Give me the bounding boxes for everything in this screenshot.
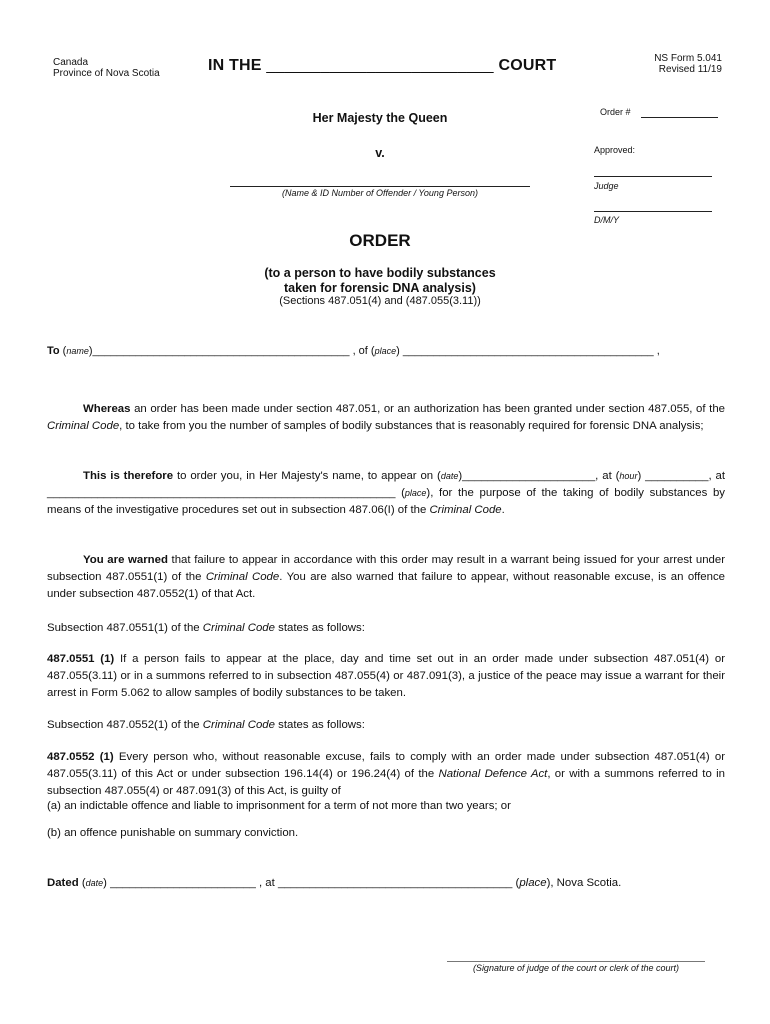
recipient-name-field[interactable]: __________________________________________: [92, 345, 350, 357]
approved-label: Approved:: [594, 145, 636, 155]
whereas-code: Criminal Code: [47, 420, 120, 432]
jurisdiction: [53, 57, 160, 79]
dated-place-label: place: [519, 877, 547, 889]
approval-date-field[interactable]: [594, 211, 712, 212]
versus: v.: [375, 146, 385, 160]
s0552-act: National Defence Act: [438, 768, 548, 780]
signature-caption: (Signature of judge of the court or clerk of the court): [472, 963, 680, 973]
to-label: To: [47, 345, 60, 357]
warned-code: Criminal Code: [205, 571, 280, 583]
therefore-text-1: to order you, in Her Majesty's name, to appear on (: [173, 470, 441, 482]
revised-date: Revised 11/19: [658, 64, 722, 75]
subtitle-line-2: taken for forensic DNA analysis): [284, 281, 476, 295]
date-label: D/M/Y: [594, 215, 620, 225]
to-line: To (name)__________________________________________ , of (place) _________________________________________ ,: [47, 345, 660, 357]
dated-line: Dated (date) _______________________ , at _____________________________________ (place), Nova Scotia.: [47, 877, 622, 889]
crown-party: Her Majesty the Queen: [312, 111, 448, 125]
name-label: name: [66, 346, 89, 356]
dated-text-2: ), Nova Scotia.: [546, 877, 622, 889]
court-name-field[interactable]: _________________________: [266, 57, 494, 74]
appear-place-label: place: [404, 488, 427, 498]
subsection-0552-intro: [47, 717, 725, 734]
section-0551-text: [47, 651, 725, 702]
s0552-text-2: , or with a summons referred to in subsection 487.055(4) or 487.091(3) of this Act, is guilty of: [47, 768, 725, 797]
judge-signature-field[interactable]: [594, 176, 712, 177]
place-label: place: [374, 346, 397, 356]
therefore-lead: This is therefore: [83, 470, 174, 482]
order-number-label: Order #: [600, 107, 631, 117]
sub2-text-1: Subsection 487.0552(1) of the: [47, 719, 203, 731]
whereas-paragraph: [47, 401, 725, 435]
signature-field[interactable]: [447, 961, 705, 962]
appear-hour-place-field[interactable]: ) __________, at _______________________________________________________ (: [47, 470, 726, 499]
section-0552-a: (a) an indictable offence and liable to imprisonment for a term of not more than two years; or: [47, 800, 511, 812]
appear-date-field[interactable]: )_____________________, at (: [458, 470, 620, 482]
country: Canada: [53, 57, 89, 68]
warned-paragraph: [47, 552, 725, 603]
court-prefix: IN THE: [208, 57, 262, 74]
section-0552-b: (b) an offence punishable on summary conviction.: [47, 827, 299, 839]
order-title: ORDER: [349, 231, 411, 250]
warned-text-2: . You are also warned that failure to appear, without reasonable excuse, is an offence under subsection 487.0552(1) of that Act.: [47, 571, 725, 600]
sub2-code: Criminal Code: [202, 719, 275, 731]
therefore-text-4: ), for the purpose of the taking of bodily substances by means of the investigative procedures set out in subsection 487.06(I) of the: [47, 487, 725, 516]
of-label: , of (: [352, 345, 375, 357]
therefore-code: Criminal Code: [429, 504, 502, 516]
appear-date-label: date: [440, 471, 459, 481]
subtitle-line-1: (to a person to have bodily substances: [264, 266, 496, 280]
s0551-lead: 487.0551 (1): [47, 653, 115, 665]
court-heading: [208, 57, 556, 75]
sub2-text-2: states as follows:: [274, 719, 365, 731]
warned-text-1: that failure to appear in accordance with this order may result in a warrant being issued for your arrest under subsection 487.0551(1) of the: [47, 554, 725, 583]
warned-lead: You are warned: [83, 554, 168, 566]
whereas-lead: Whereas: [83, 403, 131, 415]
whereas-text-2: , to take from you the number of samples of bodily substances that is reasonably required for forensic DNA analysis;: [119, 420, 704, 432]
therefore-text-5: .: [501, 504, 505, 516]
order-number-field[interactable]: [641, 117, 718, 118]
form-info: [654, 53, 722, 75]
whereas-text-1: an order has been made under section 487.051, or an authorization has been granted under section 487.055, of the: [130, 403, 725, 415]
offender-caption: (Name & ID Number of Offender / Young Person): [282, 188, 478, 198]
recipient-place-field[interactable]: ) _________________________________________ ,: [396, 345, 660, 357]
dated-date-label: date: [85, 878, 104, 888]
s0551-text: If a person fails to appear at the place, day and time set out in an order made under subsection 487.051(4) or 487.055(3.11) or in a summons referred to in subsection 487.055(4) or 487.091(3), a justice of the peace may issue a warrant for their arrest in Form 5.062 to allow samples of bodily substances to be taken.: [47, 653, 725, 699]
order-subtitle: [180, 266, 580, 296]
judge-label: Judge: [594, 181, 619, 191]
province: Province of Nova Scotia: [53, 68, 160, 79]
s0552-text-1: Every person who, without reasonable excuse, fails to comply with an order made under subsection 487.051(4) or 487.055(3.11) of this Act or under subsection 196.14(4) or 196.24(4) of the: [47, 751, 725, 780]
appear-hour-label: hour: [619, 471, 638, 481]
form-number: NS Form 5.041: [654, 53, 722, 64]
sub1-text-1: Subsection 487.0551(1) of the: [47, 622, 203, 634]
sub1-code: Criminal Code: [202, 622, 275, 634]
court-suffix: COURT: [498, 57, 557, 74]
subsection-0551-intro: [47, 620, 725, 637]
section-0552-text: [47, 749, 725, 800]
dated-lead: Dated: [47, 877, 79, 889]
sections-reference: (Sections 487.051(4) and (487.055(3.11)): [279, 295, 481, 307]
s0552-lead: 487.0552 (1): [47, 751, 114, 763]
therefore-paragraph: [47, 468, 725, 519]
sub1-text-2: states as follows:: [274, 622, 365, 634]
offender-name-field[interactable]: [230, 186, 530, 187]
dated-date-place-field[interactable]: ) _______________________ , at _____________________________________ (: [103, 877, 520, 889]
